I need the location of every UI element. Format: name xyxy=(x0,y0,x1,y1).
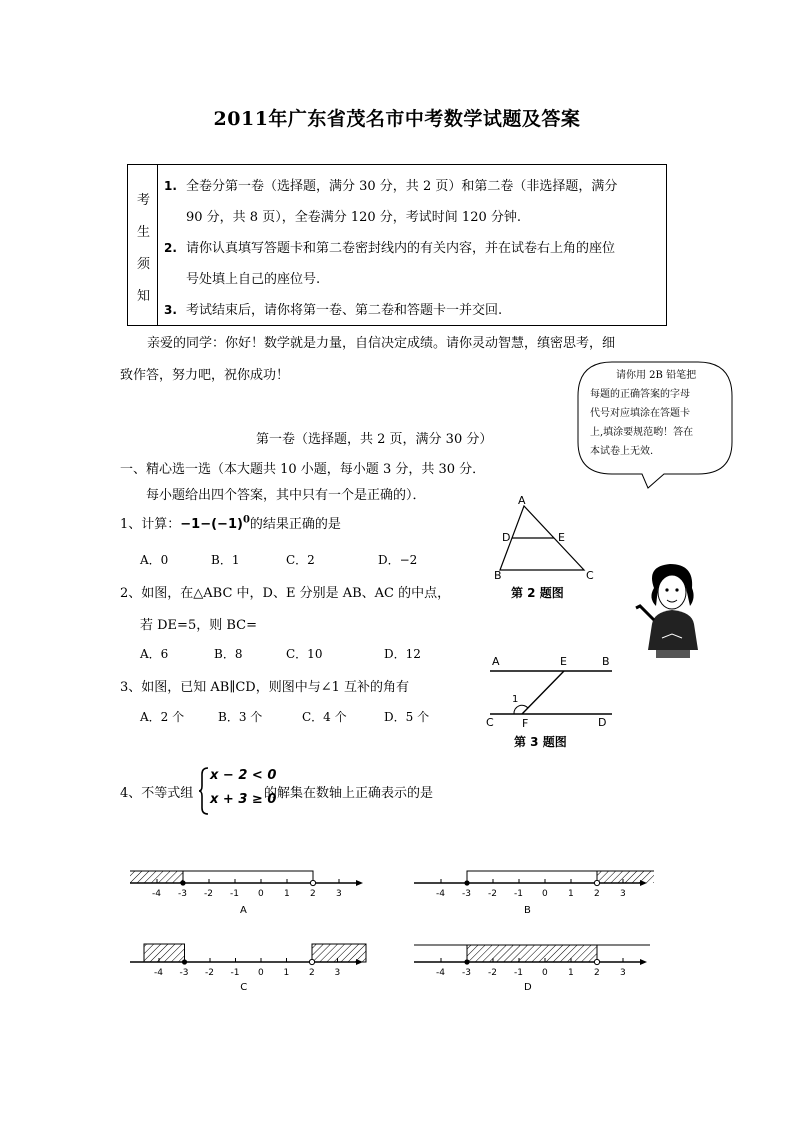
tick-label: 2 xyxy=(594,889,600,899)
greeting-line: 亲爱的同学：你好！数学就是力量，自信决定成绩。请你灵动智慧，缜密思考，细 xyxy=(147,336,616,351)
tick-label: -1 xyxy=(514,889,523,899)
number-line-options xyxy=(0,850,794,1000)
notice-item-text: 号处填上自己的座位号. xyxy=(186,272,321,287)
bubble-line: 本试卷上无效. xyxy=(590,446,654,457)
q1-option: A．0 xyxy=(140,553,169,567)
open-point xyxy=(310,880,315,885)
closed-point xyxy=(182,959,187,964)
tick-label: -2 xyxy=(204,889,213,899)
section-header: 一、精心选一选（本大题共 10 小题，每小题 3 分，共 30 分． xyxy=(120,462,486,477)
option-label: C xyxy=(240,982,248,993)
tick-label: 3 xyxy=(336,889,342,899)
tick-label: 1 xyxy=(283,968,290,978)
brace-icon xyxy=(198,766,210,816)
fig-caption: 第 3 题图 xyxy=(514,735,567,749)
closed-point xyxy=(464,880,469,885)
number-line-b xyxy=(414,871,654,916)
bubble-line: 代号对应填涂在答题卡 xyxy=(590,408,690,419)
q1-suffix: 的结果正确的是 xyxy=(249,517,341,532)
greeting-line: 致作答，努力吧，祝你成功！ xyxy=(120,368,290,383)
tick-label: -3 xyxy=(462,968,471,978)
fig-label: 1 xyxy=(512,694,519,705)
fig-label: A xyxy=(518,494,526,507)
q2-option: B．8 xyxy=(214,647,243,661)
tick-label: 1 xyxy=(284,889,290,899)
fig-label: F xyxy=(522,717,529,730)
girl-illustration xyxy=(632,558,712,664)
tick-label: -4 xyxy=(436,968,445,978)
tick-label: -1 xyxy=(514,968,523,978)
question-2-line: 若 DE=5，则 BC= xyxy=(140,618,257,633)
tick-label: 3 xyxy=(334,968,341,978)
open-point xyxy=(594,959,599,964)
notice-item-text: 考试结束后，请你将第一卷、第二卷和答题卡一并交回. xyxy=(186,303,503,318)
section-header: 每小题给出四个答案，其中只有一个是正确的）． xyxy=(146,488,426,503)
fig-label: D xyxy=(502,531,511,544)
axis-arrow xyxy=(356,880,363,886)
q3-option: B．3 个 xyxy=(218,710,263,724)
fig-label: A xyxy=(492,655,500,668)
tick-label: -1 xyxy=(230,889,239,899)
fig-caption: 第 2 题图 xyxy=(511,586,564,600)
number-line-c xyxy=(130,944,366,993)
page-title: 2011年广东省茂名市中考数学试题及答案 xyxy=(213,108,581,130)
tick-label: 0 xyxy=(542,968,548,978)
notice-label-char: 考 xyxy=(137,193,151,208)
q3-parallel-lines-figure xyxy=(484,650,618,732)
q2-triangle-figure xyxy=(490,492,600,582)
fig-label: E xyxy=(558,531,565,544)
number-line-a xyxy=(130,871,363,916)
option-label: B xyxy=(524,905,531,916)
range-bracket xyxy=(183,871,313,883)
notice-item-text: 90 分，共 8 页），全卷满分 120 分，考试时间 120 分钟. xyxy=(186,210,521,225)
q1-prefix: 1、计算： xyxy=(120,517,181,532)
tick-label: -2 xyxy=(488,968,497,978)
shaded-region xyxy=(597,871,654,883)
tick-label: 2 xyxy=(594,968,600,978)
tick-label: 3 xyxy=(620,889,626,899)
tick-label: 1 xyxy=(568,968,574,978)
tick-label: -1 xyxy=(230,968,240,978)
q4-inequality: x + 3 ≥ 0 xyxy=(210,792,277,807)
tick-label: -3 xyxy=(178,889,187,899)
notice-item xyxy=(164,233,662,295)
fig-label: C xyxy=(486,716,494,729)
tick-label: -2 xyxy=(205,968,214,978)
notice-item xyxy=(164,295,662,326)
q1-expression: −1−(−1) xyxy=(180,517,243,532)
fig-label: B xyxy=(602,655,610,668)
closed-point xyxy=(180,880,185,885)
tick-label: -2 xyxy=(488,889,497,899)
fig-label: B xyxy=(494,569,502,582)
range-bracket xyxy=(467,871,597,883)
shaded-region xyxy=(130,871,183,883)
bubble-line: 请你用 2B 铅笔把 xyxy=(616,370,697,381)
shaded-region xyxy=(312,944,366,962)
tick-label: 0 xyxy=(542,889,548,899)
notice-box xyxy=(127,164,667,326)
q1-option: D．−2 xyxy=(378,553,418,567)
shaded-region xyxy=(144,944,185,962)
part1-title: 第一卷（选择题，共 2 页，满分 30 分） xyxy=(256,432,493,447)
tick-label: -3 xyxy=(462,889,471,899)
notice-label-char: 生 xyxy=(137,225,151,240)
fig-label: E xyxy=(560,655,567,668)
q2-option: D．12 xyxy=(384,647,421,661)
axis-arrow xyxy=(640,959,647,965)
tick-label: -3 xyxy=(179,968,189,978)
q2-option: A．6 xyxy=(140,647,169,661)
notice-label xyxy=(128,165,158,325)
notice-item xyxy=(164,171,662,233)
tick-label: -4 xyxy=(436,889,445,899)
option-label: D xyxy=(524,982,532,993)
question-3: 3、如图，已知 AB∥CD，则图中与∠1 互补的角有 xyxy=(120,680,410,695)
notice-item-num: 1. xyxy=(164,179,177,193)
notice-item-num: 2. xyxy=(164,241,177,255)
notice-label-char: 须 xyxy=(137,257,151,272)
q1-exponent: 0 xyxy=(242,514,250,526)
bubble-text xyxy=(590,366,726,461)
bubble-line: 每题的正确答案的字母 xyxy=(590,389,690,400)
tick-label: -4 xyxy=(154,968,163,978)
tick-label: 1 xyxy=(568,889,574,899)
tick-label: -4 xyxy=(152,889,161,899)
tick-label: 2 xyxy=(309,968,315,978)
tick-label: 0 xyxy=(258,889,264,899)
notice-item-text: 请你认真填写答题卡和第二卷密封线内的有关内容，并在试卷右上角的座位 xyxy=(186,241,616,256)
tick-label: 0 xyxy=(258,968,264,978)
q1-option: B．1 xyxy=(211,553,240,567)
tick-label: 2 xyxy=(310,889,316,899)
question-4-suffix: 的解集在数轴上正确表示的是 xyxy=(264,786,434,801)
notice-item-text: 全卷分第一卷（选择题，满分 30 分，共 2 页）和第二卷（非选择题，满分 xyxy=(186,179,618,194)
closed-point xyxy=(464,959,469,964)
q3-option: C．4 个 xyxy=(302,710,347,724)
number-line-d xyxy=(414,945,650,993)
bubble-line: 上,填涂要规范哟！答在 xyxy=(590,427,694,438)
q3-option: D．5 个 xyxy=(384,710,430,724)
question-1 xyxy=(120,513,341,532)
q3-option: A．2 个 xyxy=(140,710,185,724)
open-point xyxy=(309,959,314,964)
q1-option: C．2 xyxy=(286,553,315,567)
q4-inequality: x − 2 < 0 xyxy=(210,768,277,783)
notice-label-char: 知 xyxy=(137,289,151,304)
q2-option: C．10 xyxy=(286,647,323,661)
open-point xyxy=(594,880,599,885)
option-label: A xyxy=(240,905,247,916)
notice-item-num: 3. xyxy=(164,303,177,317)
fig-label: C xyxy=(586,569,594,582)
shaded-region xyxy=(467,945,597,962)
question-4-prefix: 4、不等式组 xyxy=(120,786,194,801)
tick-label: 3 xyxy=(620,968,626,978)
fig-label: D xyxy=(598,716,607,729)
question-2: 2、如图，在△ABC 中，D、E 分别是 AB、AC 的中点， xyxy=(120,586,451,601)
